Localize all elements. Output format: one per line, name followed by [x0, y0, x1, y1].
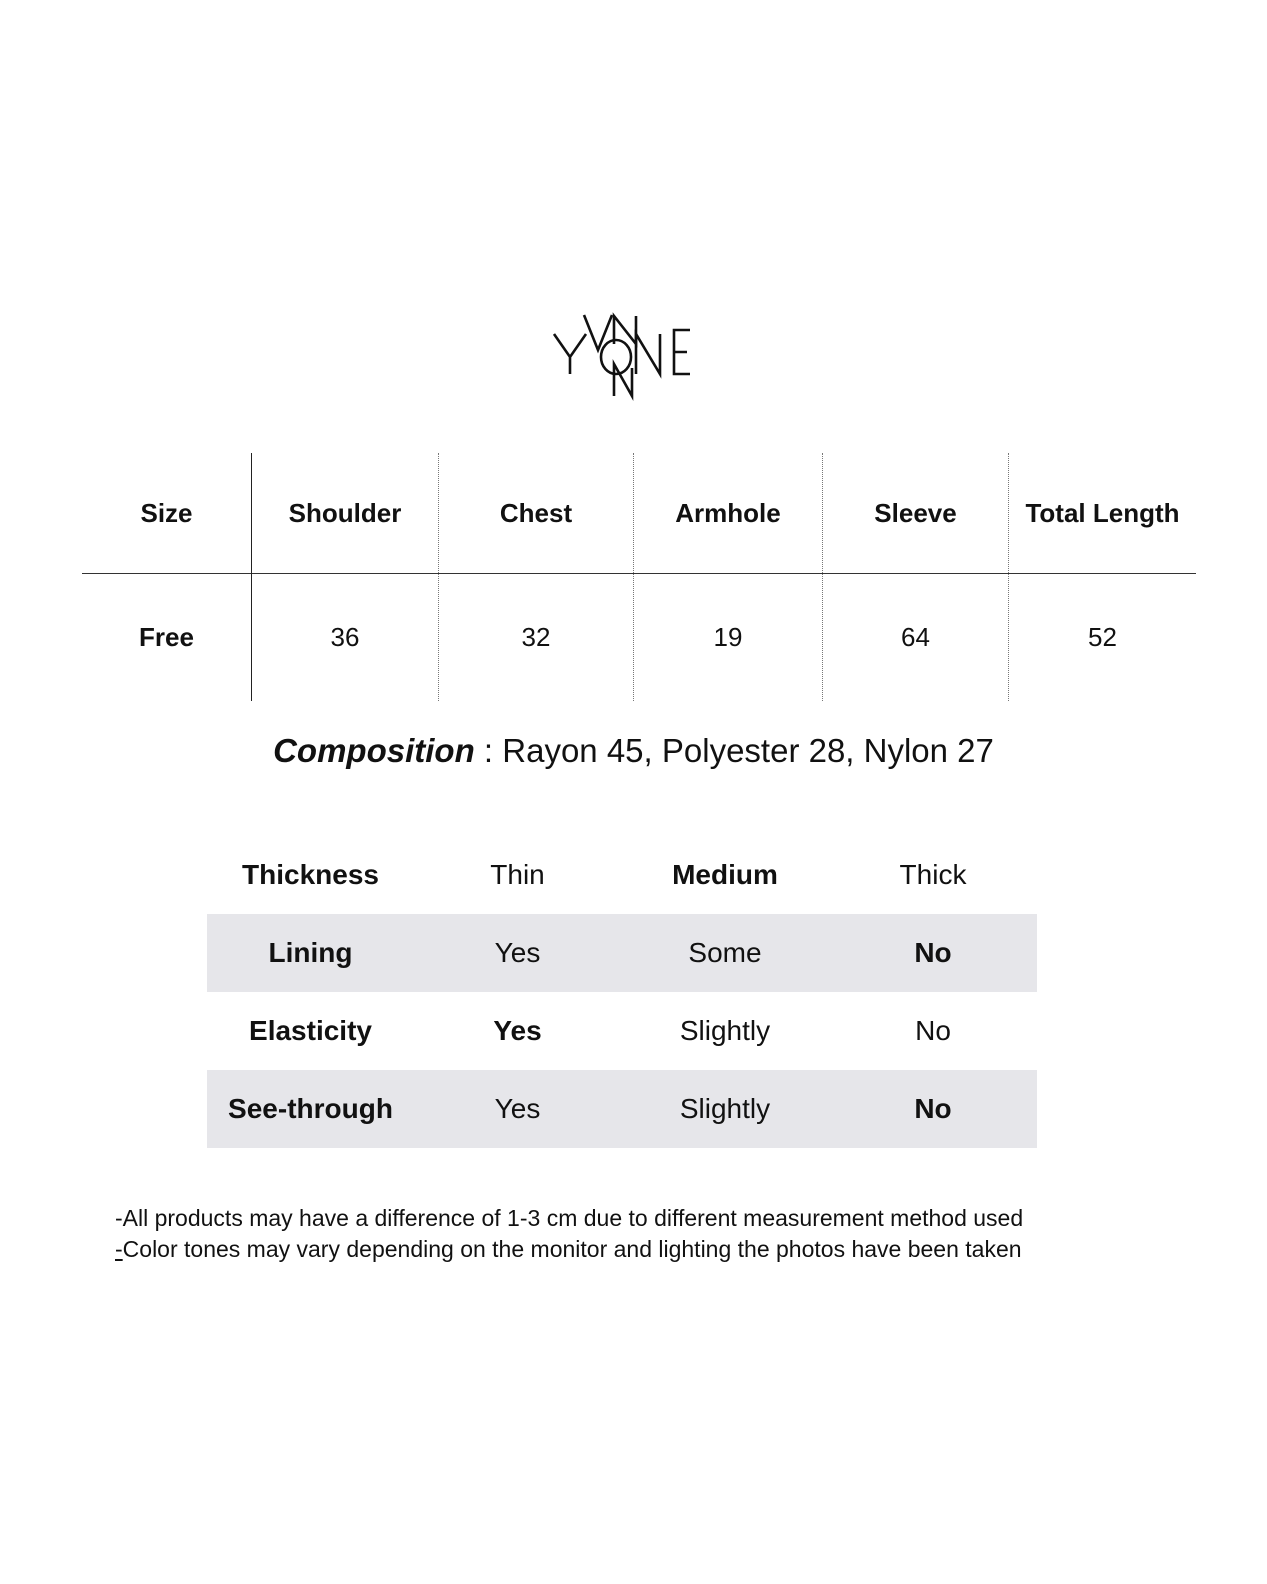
attribute-option: No: [914, 937, 952, 968]
disclaimer-notes: [115, 1203, 1023, 1265]
attribute-option: No: [915, 1015, 951, 1046]
brand-logo: [548, 312, 698, 407]
attribute-option: Some: [688, 937, 762, 968]
attribute-option: Thick: [899, 859, 967, 890]
value-sleeve: 64: [901, 622, 930, 652]
attribute-label: Lining: [268, 937, 353, 968]
attribute-row-elasticity: [207, 992, 1037, 1070]
attribute-option: Yes: [494, 1093, 541, 1124]
attribute-option: No: [914, 1093, 952, 1124]
attribute-option: Yes: [493, 1015, 542, 1046]
attribute-option: Medium: [672, 859, 778, 890]
composition: [0, 732, 1267, 770]
value-chest: 32: [521, 622, 551, 652]
note-color-prefix: -: [115, 1236, 123, 1262]
attribute-row-lining: [207, 914, 1037, 992]
header-chest: Chest: [499, 497, 573, 528]
attribute-row-see-through: [207, 1070, 1037, 1148]
fabric-attributes-table: [207, 836, 1037, 1148]
header-shoulder: Shoulder: [288, 497, 402, 528]
attribute-option: Slightly: [679, 1015, 771, 1046]
note-measurement: -All products may have a difference of 1-3 cm due to different measurement method used: [115, 1205, 1024, 1231]
attribute-label: Thickness: [242, 859, 379, 890]
note-color-text: Color tones may vary depending on the monitor and lighting the photos have been taken: [122, 1236, 1022, 1262]
size-free: Free: [139, 622, 194, 652]
composition-separator: :: [474, 732, 503, 769]
attribute-option: Thin: [490, 859, 545, 890]
value-shoulder: 36: [330, 622, 360, 652]
header-size: Size: [140, 497, 193, 528]
attribute-row-thickness: [207, 836, 1037, 914]
attribute-label: Elasticity: [249, 1015, 372, 1046]
value-total-length: 52: [1088, 622, 1117, 652]
composition-label: Composition: [273, 732, 475, 769]
note-color: [115, 1234, 1023, 1265]
attribute-option: Slightly: [679, 1093, 771, 1124]
attribute-option: Yes: [494, 937, 541, 968]
header-sleeve: Sleeve: [874, 497, 957, 528]
header-total-length: Total Length: [1025, 497, 1180, 528]
attribute-label: See-through: [228, 1093, 393, 1124]
composition-value: Rayon 45, Polyester 28, Nylon 27: [502, 732, 994, 769]
value-armhole: 19: [713, 622, 743, 652]
size-chart: [82, 453, 1196, 701]
header-armhole: Armhole: [675, 497, 781, 528]
